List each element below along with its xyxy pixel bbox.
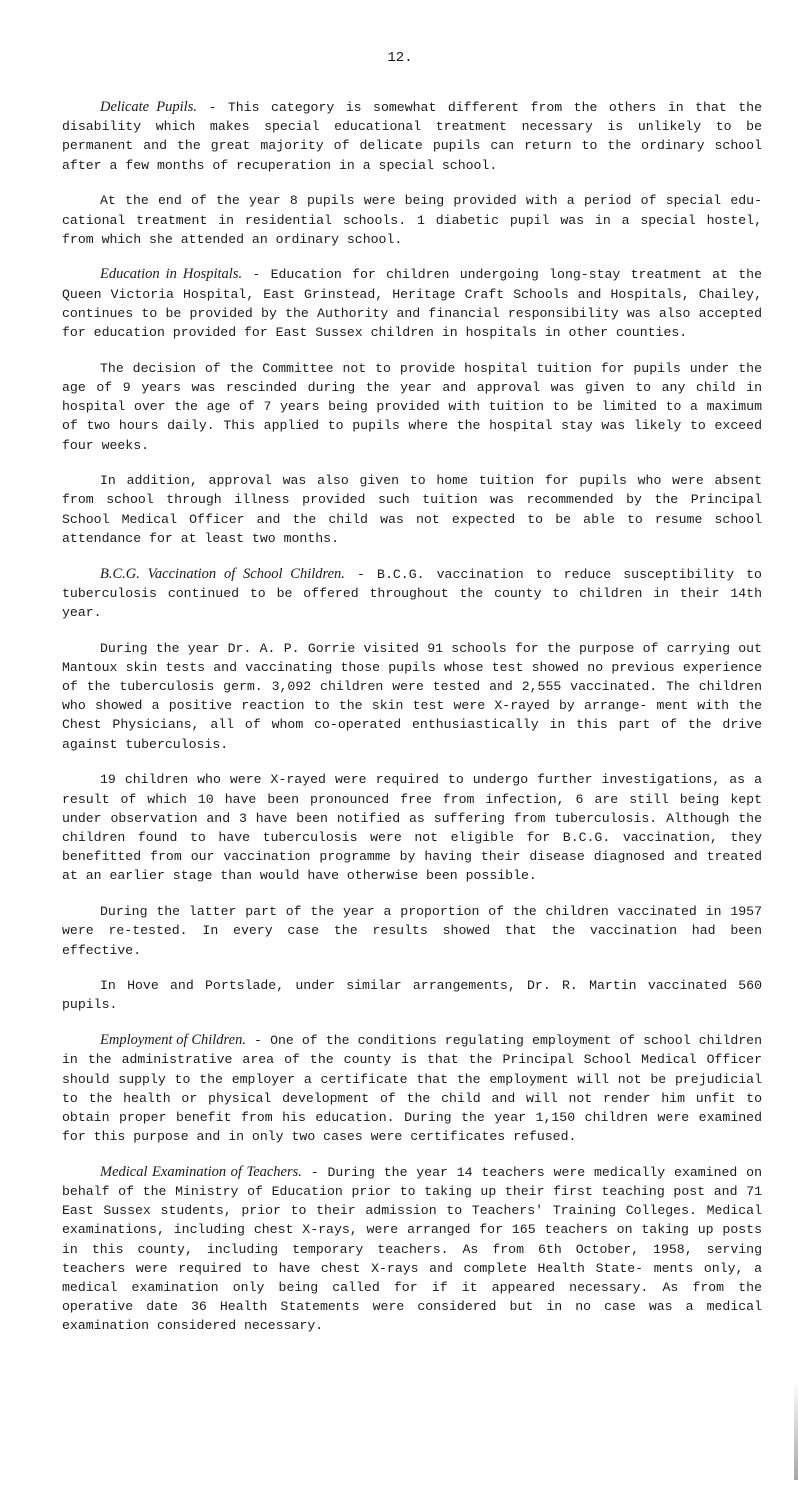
paragraph-text: In Hove and Portslade, under similar arrangements, Dr. R. Martin vaccinated 560 pupils. [62, 978, 762, 1013]
paragraph-medical-examination-teachers [62, 1163, 762, 1336]
paragraph-text: In addition, approval was also given to home tuition for pupils who were absent from school through illness provided such tuition was recommended by the Principal School Medical Officer and the child was not expected to be able to resume school attendance for at least two months. [62, 473, 762, 546]
paragraph-hove-portslade [62, 976, 762, 1014]
paragraph-home-tuition [62, 471, 762, 548]
paragraph-text: This category is somewhat different from the others in that the disability which makes special educational treatment necessary is unlikely to be permanent and the great majority of delicate pupils can return to the ordinary school after a few months of recuperation in a special school. [62, 100, 762, 173]
paragraph-special-treatment [62, 191, 762, 249]
paragraph-text: Education for children undergoing long-stay treatment at the Queen Victoria Hospital, East Grinstead, Heritage Craft Schools and Hospitals, Chailey, continues to be provided by the Authority and financial responsibility was also accepted for education provided for East Sussex children in hospitals in other counties. [62, 267, 762, 341]
section-heading: B.C.G. Vaccination of School Children. [100, 565, 345, 582]
paragraph-text: One of the conditions regulating employment of school children in the administrative area of the county is that the Principal School Medical Officer should supply to the employer a certificate that the employment will not be prejudicial to the health or physical development of the child and will not render him unfit to obtain proper benefit from his education. During the year 1,150 children were examined for this purpose and in only two cases were certificates refused. [62, 1033, 763, 1145]
paragraph-text: The decision of the Committee not to provide hospital tuition for pupils under the age of 9 years was rescinded during the year and approval was given to any child in hospital over the age of 7 years being provided with tuition to be limited to a maximum of two hours daily. This applied to pupils where the hospital stay was likely to exceed four weeks. [62, 360, 762, 453]
heading-separator: - [245, 1033, 271, 1049]
paragraph-text: During the year Dr. A. P. Gorrie visited 91 schools for the purpose of carrying out Mantoux skin tests and vaccinating those pupils whose test showed no previous experience of the tuberculosis germ. 3,092 children were tested and 2,555 vaccinated. The children who showed a positive reaction to the skin test were X-rayed by arrange- ment with the Chest Physicians, all of whom co-operated enthusiastically in this part of the drive against tuberculosis. [62, 640, 762, 752]
document-body [62, 98, 762, 1352]
section-heading: Education in Hospitals. [100, 266, 243, 283]
paragraph-text: During the latter part of the year a proportion of the children vaccinated in 1957 were re-tested. In every case the results showed that the vaccination had been effective. [62, 904, 762, 958]
paragraph-text: 19 children who were X-rayed were required to undergo further investigations, as a result of which 10 have been pronounced free from infection, 6 are still being kept under observation and 3 have been notified as suffering from tuberculosis. Although the children found to have tuberculosis were not eligible for B.C.G. vaccination, they benefitted from our vaccination programme by having their disease diagnosed and treated at an earlier stage than would have otherwise been possible. [62, 772, 762, 884]
paragraph-education-in-hospitals [62, 265, 762, 342]
heading-separator: - [301, 1164, 328, 1180]
scan-edge-shadow [794, 1380, 798, 1480]
heading-separator: - [196, 100, 228, 115]
heading-separator: - [344, 566, 378, 582]
paragraph-text: At the end of the year 8 pupils were being provided with a period of special edu- cational treatment in residential schools. 1 diabetic pupil was in a special hostel, from which she attended an ordinary school. [62, 193, 762, 247]
page-number: 12. [387, 50, 413, 66]
section-heading: Medical Examination of Teachers. [100, 1163, 302, 1180]
paragraph-hospital-tuition [62, 359, 762, 455]
section-heading: Delicate Pupils. [100, 99, 197, 115]
paragraph-retested [62, 902, 762, 960]
paragraph-text: During the year 14 teachers were medically examined on behalf of the Ministry of Education prior to taking up their first teaching post and 71 East Sussex students, prior to their admission to Teachers' Training Colleges. Medical examinations, including chest X-rays, were arranged for 165 teachers on taking up posts in this county, including temporary teachers. As from 6th October, 1958, serving teachers were required to have chest X-rays and complete Health State- ments only, a medical examination only being called for if it appeared necessary. As from the operative date 36 Health Statements were considered but in no case was a medical examination considered necessary. [62, 1164, 762, 1334]
paragraph-bcg-vaccination [62, 565, 762, 623]
paragraph-text: B.C.G. vaccination to reduce susceptibility to tuberculosis continued to be offered throughout the county to children in their 14th year. [62, 566, 762, 620]
paragraph-delicate-pupils [62, 98, 762, 175]
paragraph-mantoux-tests [62, 639, 762, 754]
section-heading: Employment of Children. [100, 1032, 246, 1049]
heading-separator: - [242, 267, 271, 283]
paragraph-employment-of-children [62, 1031, 762, 1146]
paragraph-further-investigations [62, 770, 762, 885]
